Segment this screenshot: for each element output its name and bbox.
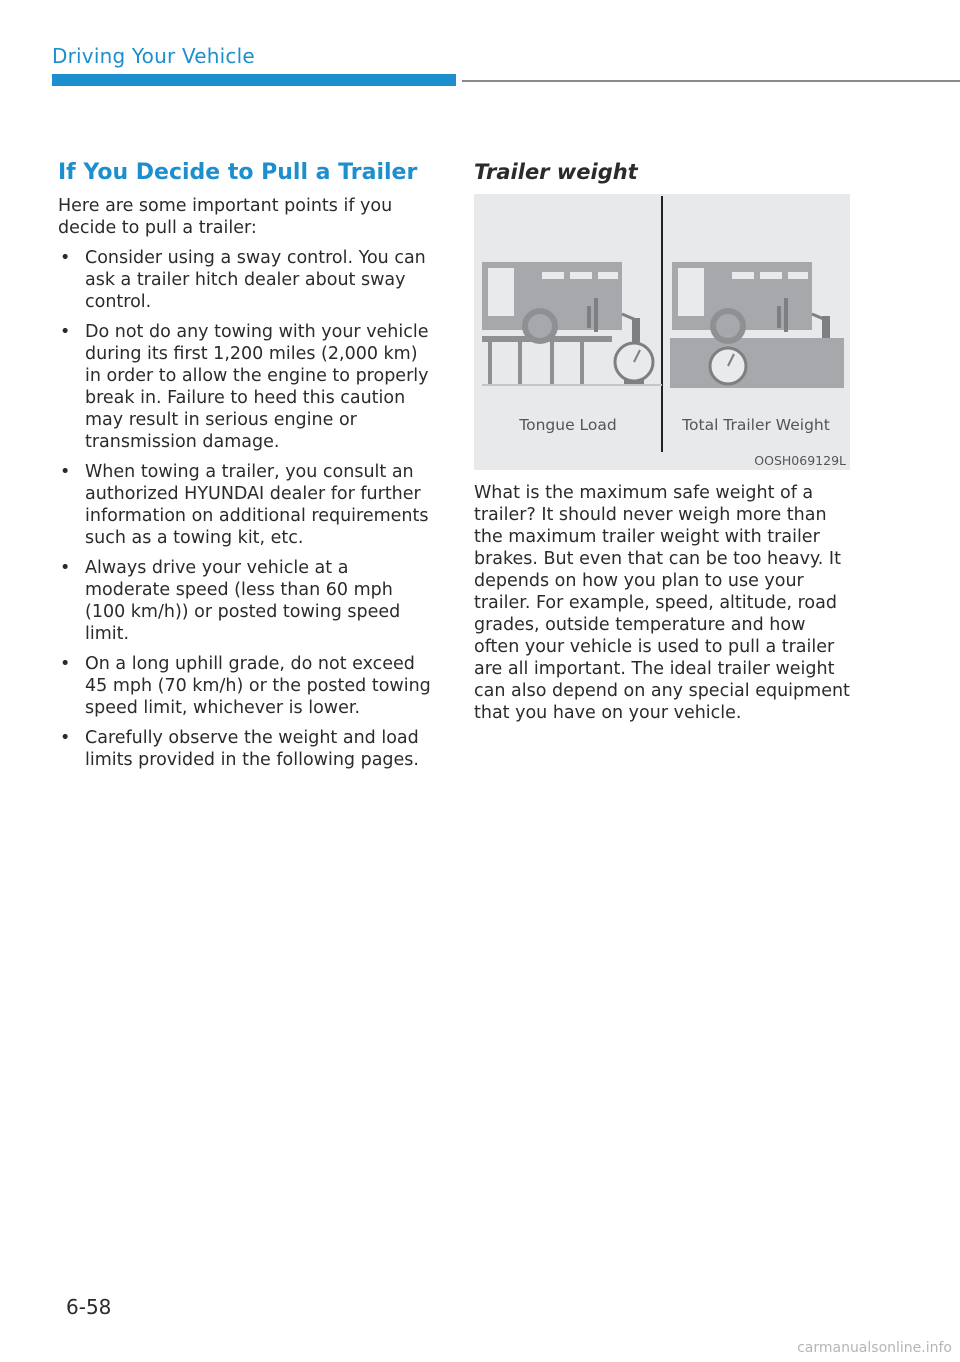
bullet-icon: •	[60, 728, 71, 748]
body-paragraph: What is the maximum safe weight of a trailer? It should never weigh more than the maximum trailer weight with trailer brakes. But even that can be too heavy. It depends on how you plan to use your trailer. For example, speed, altitude, road grades, outside temperature and how often your vehicle is used to pull a trailer are all important. The ideal trailer weight can also depend on any special equipment that you have on your vehicle.	[474, 483, 850, 723]
list-item: • Do not do any towing with your vehicle during its first 1,200 miles (2,000 km) in order to allow the engine to properly break in. Failure to heed this caution may result in serious engine or transmission damage.	[60, 322, 429, 452]
tongue-load-illustration	[482, 262, 662, 386]
bullet-icon: •	[60, 558, 71, 578]
bullet-icon: •	[60, 322, 71, 342]
trailer-weight-figure	[474, 194, 850, 470]
section-heading: If You Decide to Pull a Trailer	[58, 160, 418, 185]
list-item: • When towing a trailer, you consult an authorized HYUNDAI dealer for further information on additional requirements such as a towing kit, etc.	[60, 462, 429, 548]
right-column	[474, 160, 854, 724]
list-item: • Always drive your vehicle at a moderate speed (less than 60 mph (100 km/h)) or posted towing speed limit.	[60, 558, 401, 644]
intro-paragraph: Here are some important points if you decide to pull a trailer:	[58, 196, 393, 238]
page-number: 6-58	[66, 1295, 112, 1319]
header-rule	[462, 80, 960, 82]
subsection-heading: Trailer weight	[474, 160, 638, 184]
bullet-icon: •	[60, 654, 71, 674]
running-header: Driving Your Vehicle	[52, 44, 255, 68]
figure-code: OOSH069129L	[754, 453, 846, 468]
list-item: • On a long uphill grade, do not exceed 45 mph (70 km/h) or the posted towing speed limit, whichever is lower.	[60, 654, 431, 718]
tongue-load-label: Tongue Load	[519, 416, 617, 434]
bullet-icon: •	[60, 248, 71, 268]
bullet-icon: •	[60, 462, 71, 482]
left-column	[58, 160, 438, 779]
total-trailer-weight-label: Total Trailer Weight	[682, 416, 830, 434]
watermark: carmanualsonline.info	[797, 1340, 952, 1356]
list-item: • Consider using a sway control. You can ask a trailer hitch dealer about sway control.	[60, 248, 426, 312]
bullet-list	[58, 247, 438, 771]
list-item: • Carefully observe the weight and load limits provided in the following pages.	[60, 728, 419, 770]
header-rule-accent	[52, 74, 456, 86]
total-trailer-weight-illustration	[670, 262, 844, 388]
